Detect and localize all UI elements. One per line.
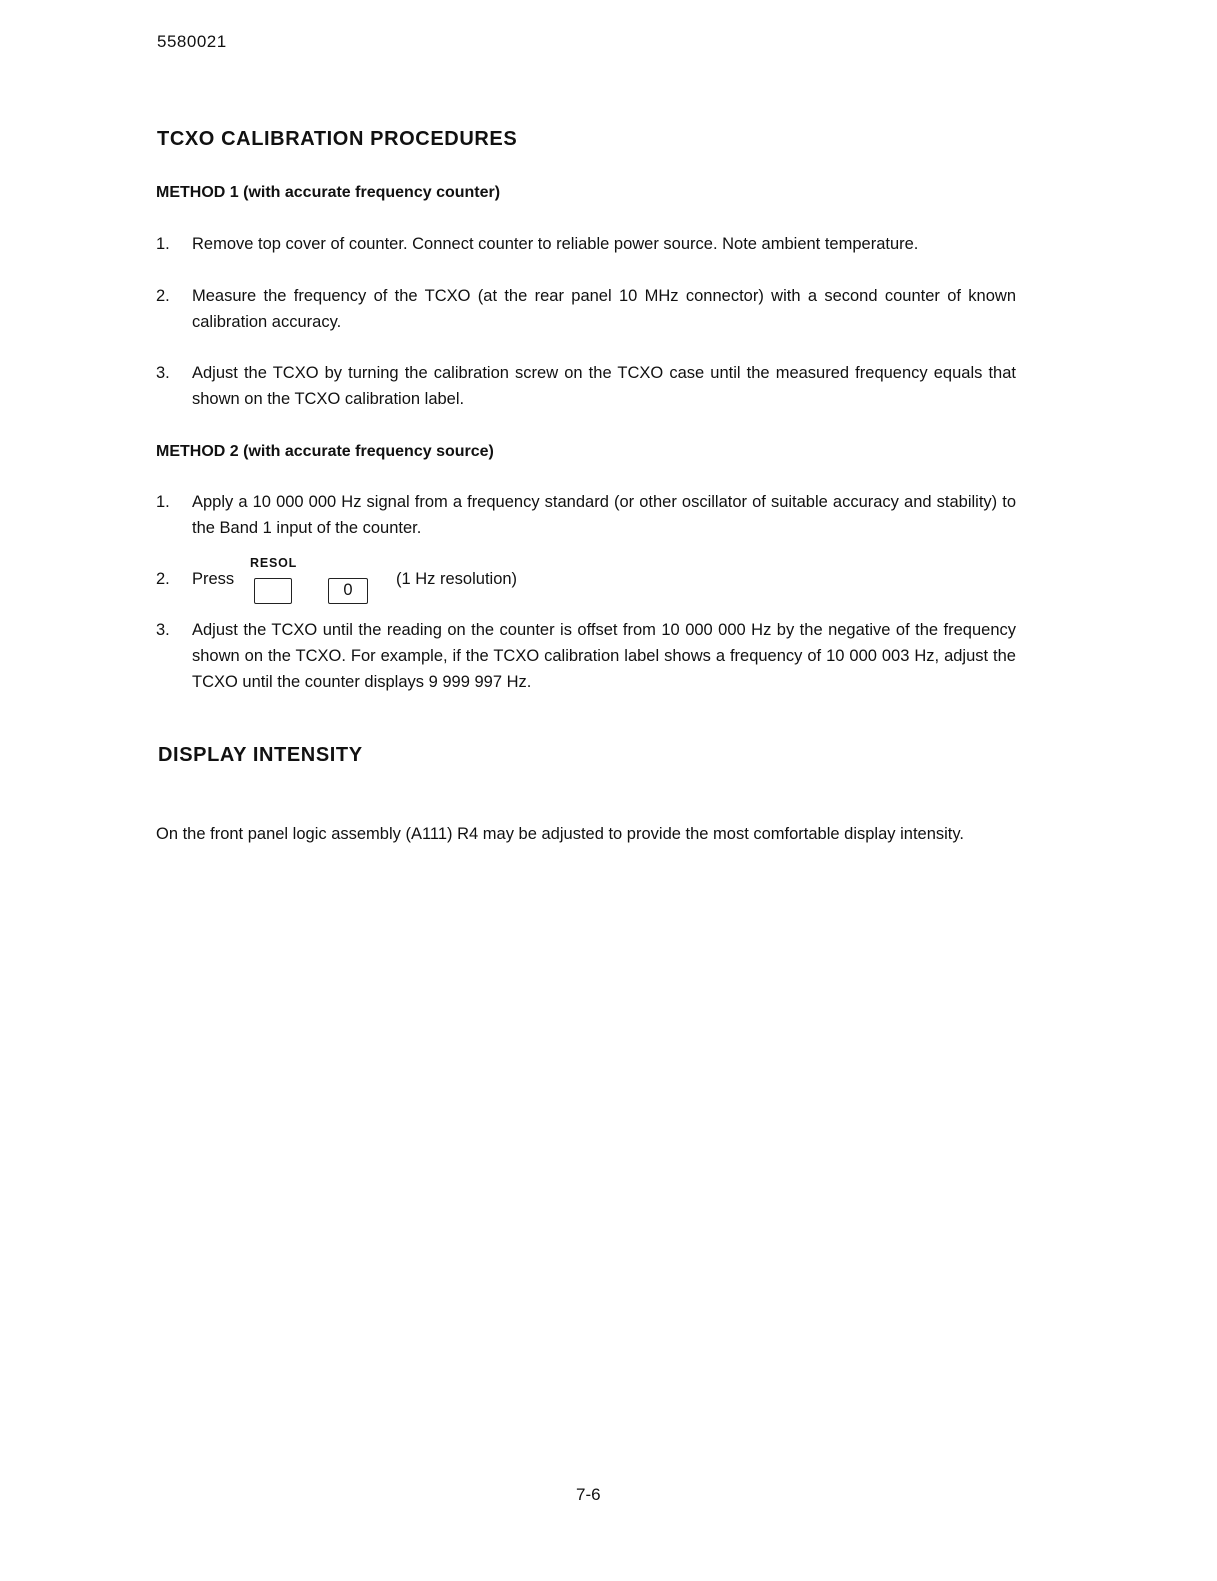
method2-step-1 xyxy=(156,489,1016,541)
zero-key-icon: 0 xyxy=(328,578,368,604)
step-number: 2. xyxy=(156,570,170,588)
step-text: Remove top cover of counter. Connect counter to reliable power source. Note ambient temperature. xyxy=(192,235,919,253)
document-number: 5580021 xyxy=(157,32,227,51)
tcxo-calibration-title: TCXO CALIBRATION PROCEDURES xyxy=(157,128,518,150)
step-text: Apply a 10 000 000 Hz signal from a frequency standard (or other oscillator of suitable accuracy and stability) to the Band 1 input of the counter. xyxy=(192,493,1016,537)
method1-step-2 xyxy=(156,283,1016,335)
resolution-note: (1 Hz resolution) xyxy=(396,570,518,588)
method2-step-3 xyxy=(156,617,1016,695)
method1-heading: METHOD 1 (with accurate frequency counter) xyxy=(156,184,501,201)
step-number: 2. xyxy=(156,287,170,305)
step-text: Measure the frequency of the TCXO (at the rear panel 10 MHz connector) with a second counter of known calibration accuracy. xyxy=(192,287,1016,331)
step-number: 3. xyxy=(156,621,170,639)
method1-step-1 xyxy=(156,231,1016,257)
step-text: Adjust the TCXO by turning the calibration screw on the TCXO case until the measured frequency equals that shown on the TCXO calibration label. xyxy=(192,364,1016,408)
page-number: 7-6 xyxy=(576,1485,601,1504)
press-label: Press xyxy=(192,570,235,588)
method2-heading: METHOD 2 (with accurate frequency source) xyxy=(156,443,494,460)
step-number: 3. xyxy=(156,364,170,382)
resol-key-icon xyxy=(254,578,292,604)
step-number: 1. xyxy=(156,493,170,511)
display-intensity-text: On the front panel logic assembly (A111) R4 may be adjusted to provide the most comfortable display intensity. xyxy=(156,825,964,843)
step-number: 1. xyxy=(156,235,170,253)
method1-step-3 xyxy=(156,360,1016,412)
resol-key-label: RESOL xyxy=(250,556,298,570)
display-intensity-title: DISPLAY INTENSITY xyxy=(158,744,363,766)
method2-step-2 xyxy=(156,556,756,606)
step-text: Adjust the TCXO until the reading on the counter is offset from 10 000 000 Hz by the negative of the frequency shown on the TCXO. For example, if the TCXO calibration label shows a frequency of 10 000 003 Hz, adjust the TCXO until the counter displays 9 999 997 Hz. xyxy=(192,621,1016,691)
